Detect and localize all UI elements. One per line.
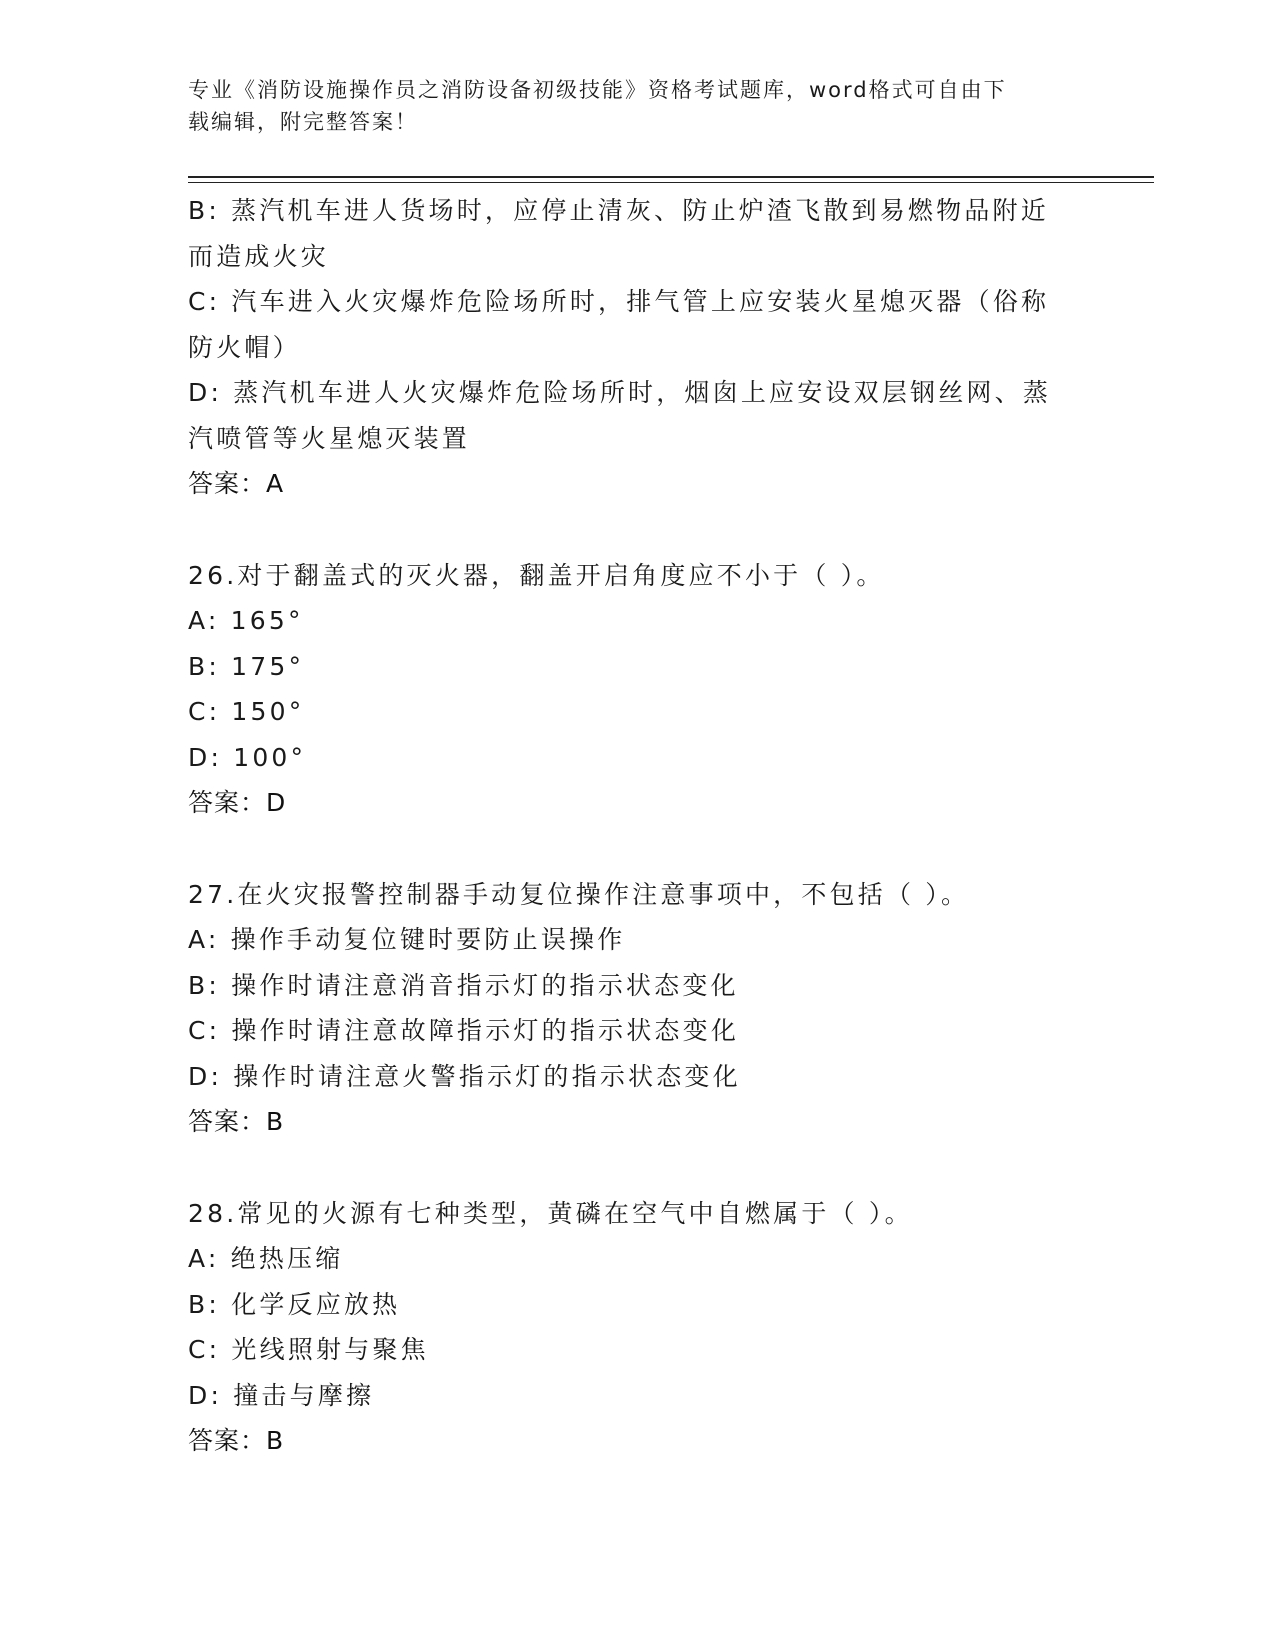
question-list (188, 188, 1088, 1464)
question-26 (188, 553, 1088, 826)
header-line-1: 专业《消防设施操作员之消防设备初级技能》资格考试题库，word格式可自由下 (188, 78, 1007, 102)
option-a: A: 绝热压缩 (188, 1244, 344, 1273)
option-d: D: 操作时请注意火警指示灯的指示状态变化 (188, 1061, 741, 1091)
option-d-line-2: 汽喷管等火星熄灭装置 (188, 423, 471, 453)
header-divider-thick (188, 176, 1154, 178)
option-c-line-1: C: 汽车进入火灾爆炸危险场所时，排气管上应安装火星熄灭器（俗称 (188, 287, 1050, 316)
option-b: B: 化学反应放热 (188, 1289, 401, 1319)
option-b-line-1: B: 蒸汽机车进人货场时，应停止清灰、防止炉渣飞散到易燃物品附近 (188, 196, 1049, 225)
option-d: D: 撞击与摩擦 (188, 1380, 375, 1410)
option-c: C: 光线照射与聚焦 (188, 1335, 429, 1364)
option-c: C: 操作时请注意故障指示灯的指示状态变化 (188, 1016, 740, 1045)
answer-text: 答案：D (188, 788, 287, 817)
question-25-continued (188, 188, 1088, 507)
option-a: A: 165° (188, 606, 304, 635)
option-b: B: 175° (188, 651, 305, 681)
option-a: A: 操作手动复位键时要防止误操作 (188, 925, 626, 954)
question-text: 28.常见的火源有七种类型，黄磷在空气中自燃属于（ ）。 (188, 1198, 913, 1228)
question-27 (188, 872, 1088, 1145)
option-c: C: 150° (188, 697, 305, 726)
option-d-line-1: D: 蒸汽机车进人火灾爆炸危险场所时，烟囱上应安设双层钢丝网、蒸 (188, 378, 1052, 407)
option-b: B: 操作时请注意消音指示灯的指示状态变化 (188, 970, 739, 1000)
option-b-line-2: 而造成火灾 (188, 241, 330, 271)
answer-text: 答案：B (188, 1107, 285, 1136)
document-header (188, 74, 1068, 138)
question-text: 26.对于翻盖式的灭火器，翻盖开启角度应不小于（ ）。 (188, 560, 885, 590)
question-28 (188, 1191, 1088, 1464)
option-c-line-2: 防火帽） (188, 332, 301, 362)
answer-text: 答案：A (188, 469, 285, 498)
option-d: D: 100° (188, 742, 307, 772)
header-divider-thin (188, 182, 1154, 183)
question-text: 27.在火灾报警控制器手动复位操作注意事项中，不包括（ ）。 (188, 879, 970, 909)
header-line-2: 载编辑，附完整答案！ (188, 110, 418, 134)
answer-text: 答案：B (188, 1426, 285, 1455)
